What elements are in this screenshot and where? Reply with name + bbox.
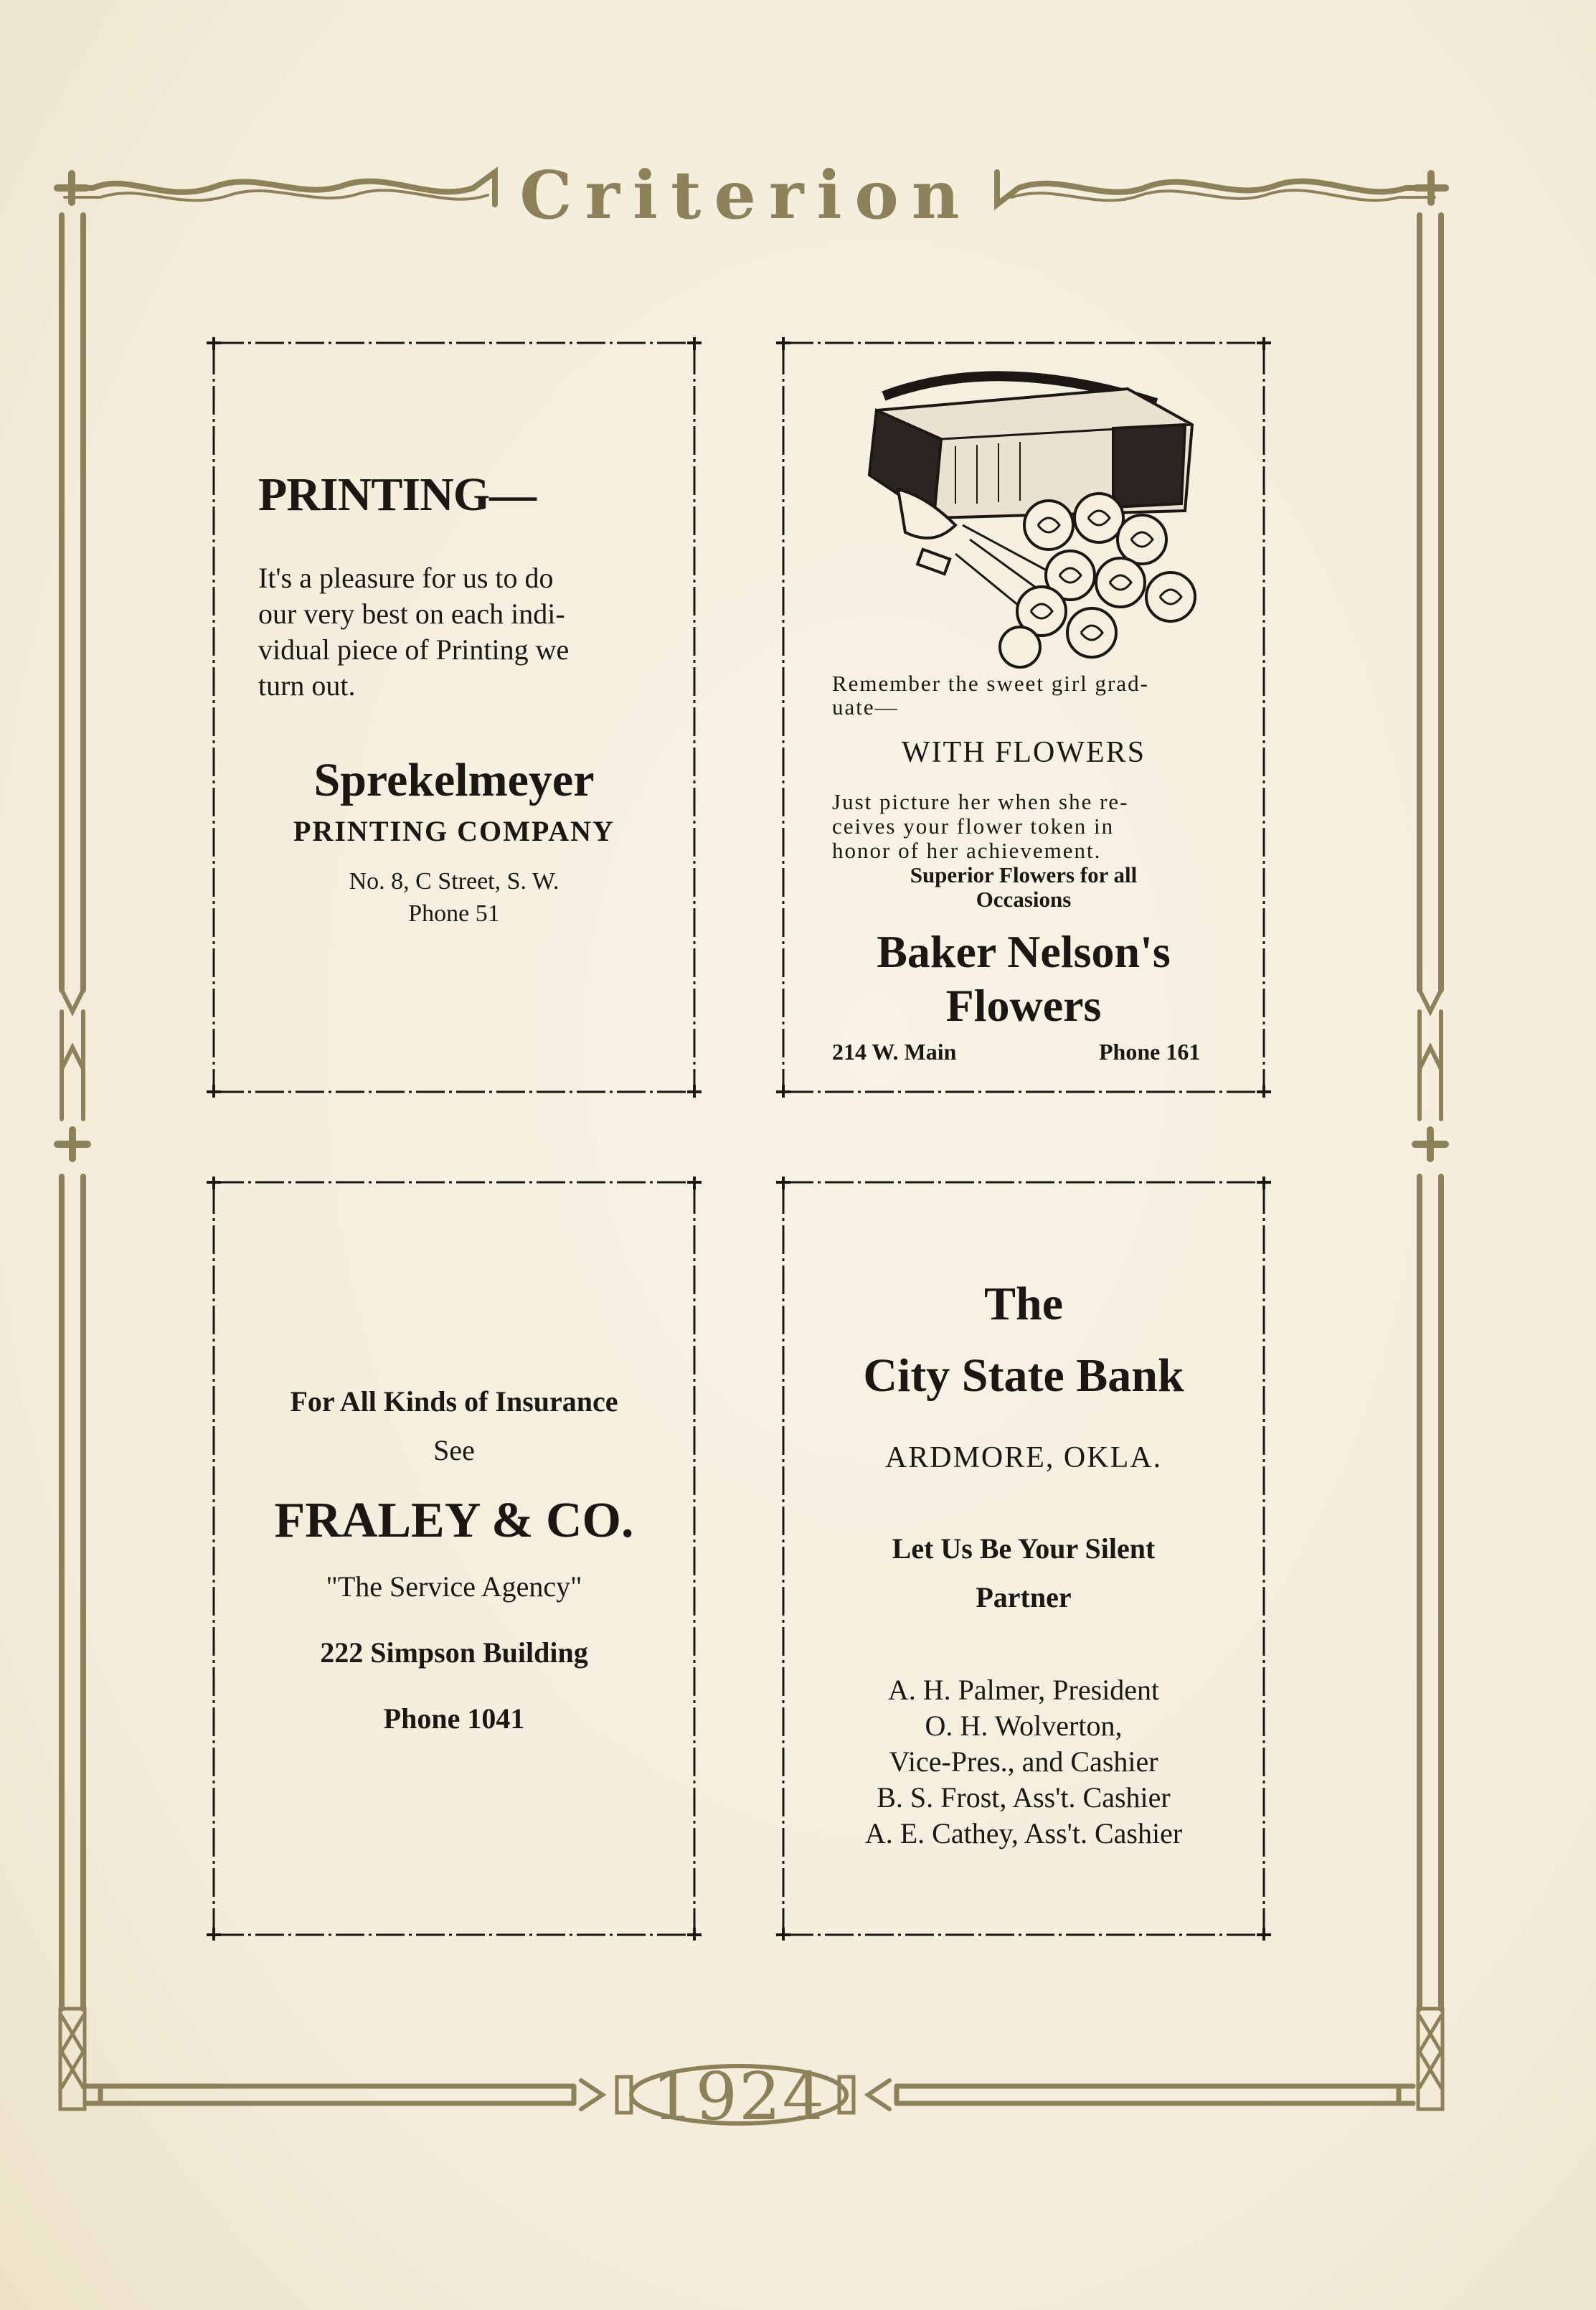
insurance-line1: For All Kinds of Insurance xyxy=(290,1385,618,1418)
bank-slogan-line: Let Us Be Your Silent xyxy=(892,1532,1156,1565)
flowers-shop-name: Baker Nelson's xyxy=(877,926,1171,977)
flowers-superior-line: Occasions xyxy=(976,887,1072,912)
insurance-phone: Phone 1041 xyxy=(383,1702,525,1735)
yearbook-year: 1924 xyxy=(651,2058,826,2135)
bank-officer: Vice-Pres., and Cashier xyxy=(889,1745,1158,1778)
flowers-intro-line: Remember the sweet girl grad- xyxy=(832,671,1149,696)
bank-location: ARDMORE, OKLA. xyxy=(884,1441,1163,1474)
flowers-ad xyxy=(776,337,1271,1098)
bank-slogan-line: Partner xyxy=(976,1581,1072,1613)
printing-phone: Phone 51 xyxy=(408,900,500,927)
insurance-line2: See xyxy=(433,1434,475,1466)
flowers-body-line: Just picture her when she re- xyxy=(832,789,1129,814)
flowers-phone: Phone 161 xyxy=(1099,1039,1201,1065)
flowers-body-line: honor of her achievement. xyxy=(832,838,1102,863)
flowers-shop-name: Flowers xyxy=(945,980,1102,1031)
insurance-address: 222 Simpson Building xyxy=(320,1636,588,1669)
bank-officer: B. S. Frost, Ass't. Cashier xyxy=(877,1781,1171,1814)
bank-officer: O. H. Wolverton, xyxy=(925,1710,1123,1742)
printing-body-line: vidual piece of Printing we xyxy=(258,633,570,666)
printing-ad xyxy=(207,337,702,1098)
printing-headline: PRINTING— xyxy=(258,468,537,521)
insurance-slogan: "The Service Agency" xyxy=(326,1570,582,1603)
bank-ad xyxy=(776,1177,1271,1941)
bank-officer: A. E. Cathey, Ass't. Cashier xyxy=(864,1817,1183,1849)
printing-company-name: Sprekelmeyer xyxy=(313,754,595,806)
flowers-intro-line: uate— xyxy=(832,694,899,720)
flowers-address: 214 W. Main xyxy=(832,1039,957,1065)
flowers-superior-line: Superior Flowers for all xyxy=(910,862,1138,887)
flower-box-illustration xyxy=(855,360,1214,669)
insurance-ad xyxy=(207,1177,702,1941)
printing-body-line: our very best on each indi- xyxy=(258,598,565,630)
printing-body-line: turn out. xyxy=(258,669,356,702)
printing-address: No. 8, C Street, S. W. xyxy=(349,868,559,895)
printing-body-line: It's a pleasure for us to do xyxy=(258,562,554,594)
bank-name-line2: City State Bank xyxy=(863,1349,1184,1402)
flowers-body-line: ceives your flower token in xyxy=(832,814,1115,839)
printing-company-sub: PRINTING COMPANY xyxy=(293,815,615,847)
yearbook-title: Criterion xyxy=(519,156,973,234)
insurance-ad-border xyxy=(207,1177,702,1941)
bank-officer: A. H. Palmer, President xyxy=(887,1674,1160,1706)
insurance-company: FRALEY & CO. xyxy=(274,1493,634,1548)
flowers-tagline: WITH FLOWERS xyxy=(901,736,1146,769)
bank-name-line1: The xyxy=(983,1278,1064,1330)
printing-ad-border xyxy=(207,337,702,1098)
